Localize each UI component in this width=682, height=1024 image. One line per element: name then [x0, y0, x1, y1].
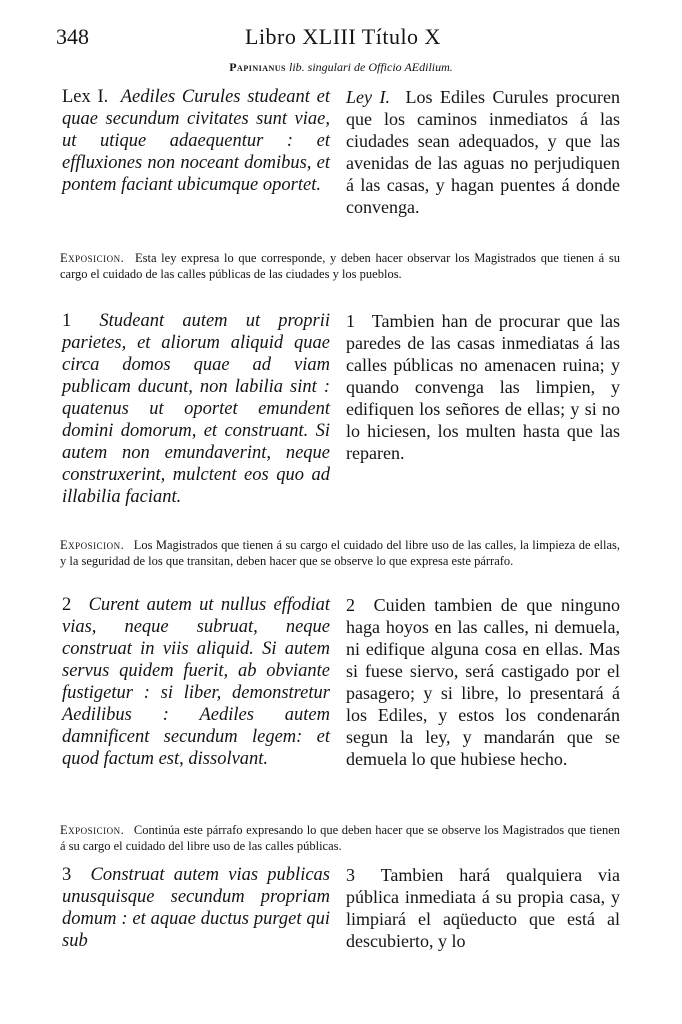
- page-number: 348: [56, 24, 89, 49]
- source-line: [0, 60, 682, 75]
- source-work: lib. singulari de Officio AEdilium.: [289, 60, 453, 74]
- latin-text: Curent autem ut nullus effodiat vias, neque subruat, neque construat in viis aliquid. Si autem servus quidem fuerit, ab obviante fustigetur : si liber, demonstretur Aedilibus : Aediles autem damnificent secundum legem: et quod factum est, dissolvant.: [62, 595, 330, 769]
- spanish-paragraph: [346, 864, 620, 952]
- latin-text: Studeant autem ut proprii parietes, et aliorum aliquid quae circa domos quae ad viam publicam ducunt, non labilia sint : quatenus ut oportet emundent domini domorum, et construant. Si autem non emundaverint, neque construxerint, mulctent eos quo ad illabilia faciant.: [62, 311, 330, 507]
- spanish-label: 1: [346, 311, 355, 331]
- exposicion-3: [60, 822, 620, 854]
- running-title: Libro XLIII Título X: [245, 24, 441, 49]
- spanish-text: Los Ediles Curules procuren que los caminos inmediatos á las ciudades sean adequados, y que las avenidas de las aguas no perjudiquen á las casas, y hagan puentes á donde convenga.: [346, 87, 621, 217]
- exposicion-label: Exposicion.: [60, 251, 125, 265]
- latin-paragraph: [62, 310, 330, 508]
- exposicion-text: Esta ley expresa lo que corresponde, y deben hacer observar los Magistrados que tienen á su cargo el cuidado de las calles públicas de las ciudades y los pueblos.: [60, 251, 620, 281]
- latin-paragraph: [62, 594, 330, 770]
- spanish-label: 2: [346, 595, 355, 615]
- spanish-paragraph: [346, 594, 620, 770]
- spanish-text: Tambien han de procurar que las paredes de las casas inmediatas á las calles públicas no amenacen ruina; y quando convenga las limpien, y edifiquen los señores de ellas; y si no lo hiciesen, los multen hasta que las reparen.: [346, 311, 620, 463]
- source-author: Papinianus: [229, 60, 286, 74]
- latin-label: 1: [62, 311, 72, 331]
- spanish-text: Tambien hará qualquiera via pública inmediata á su propia casa, y limpiará el aqüeducto que está al descubierto, y lo: [346, 865, 620, 951]
- latin-paragraph: [62, 864, 330, 952]
- spanish-paragraph: [346, 310, 620, 464]
- exposicion-label: Exposicion.: [60, 823, 125, 837]
- latin-label: 2: [62, 595, 72, 615]
- exposicion-2: [60, 537, 620, 569]
- spanish-label: 3: [346, 865, 355, 885]
- spanish-text: Cuiden tambien de que ninguno haga hoyos en las calles, ni demuela, ni edifique alguna cosa en ellas. Mas si fuese siervo, será castigado por el pasagero; y si libre, lo presentará á los Ediles, y estos los condenarán segun la ley, y mandarán que se demuela lo que hubiese hecho.: [346, 595, 620, 769]
- latin-label: 3: [62, 865, 72, 885]
- exposicion-1: [60, 250, 620, 282]
- latin-paragraph: [62, 86, 330, 196]
- exposicion-label: Exposicion.: [60, 538, 125, 552]
- spanish-label: Ley I.: [346, 87, 390, 107]
- exposicion-text: Continúa este párrafo expresando lo que deben hacer que se observe los Magistrados que tienen á su cargo el cuidado del libre uso de las calles públicas.: [60, 823, 620, 853]
- latin-label: Lex I.: [62, 87, 109, 107]
- spanish-paragraph: [346, 86, 620, 218]
- latin-text: Aediles Curules studeant et quae secundum civitates sunt viae, ut utique adaequentur : et effluxiones non noceant domibus, et pontem faciant ubicumque oportet.: [62, 87, 330, 195]
- exposicion-text: Los Magistrados que tienen á su cargo el cuidado del libre uso de las calles, la limpieza de ellas, y la seguridad de los que transitan, deben hacer que se observe lo que expresa este párrafo.: [60, 538, 621, 568]
- latin-text: Construat autem vias publicas unusquisque secundum propriam domum : et aquae ductus purget qui sub: [62, 865, 330, 951]
